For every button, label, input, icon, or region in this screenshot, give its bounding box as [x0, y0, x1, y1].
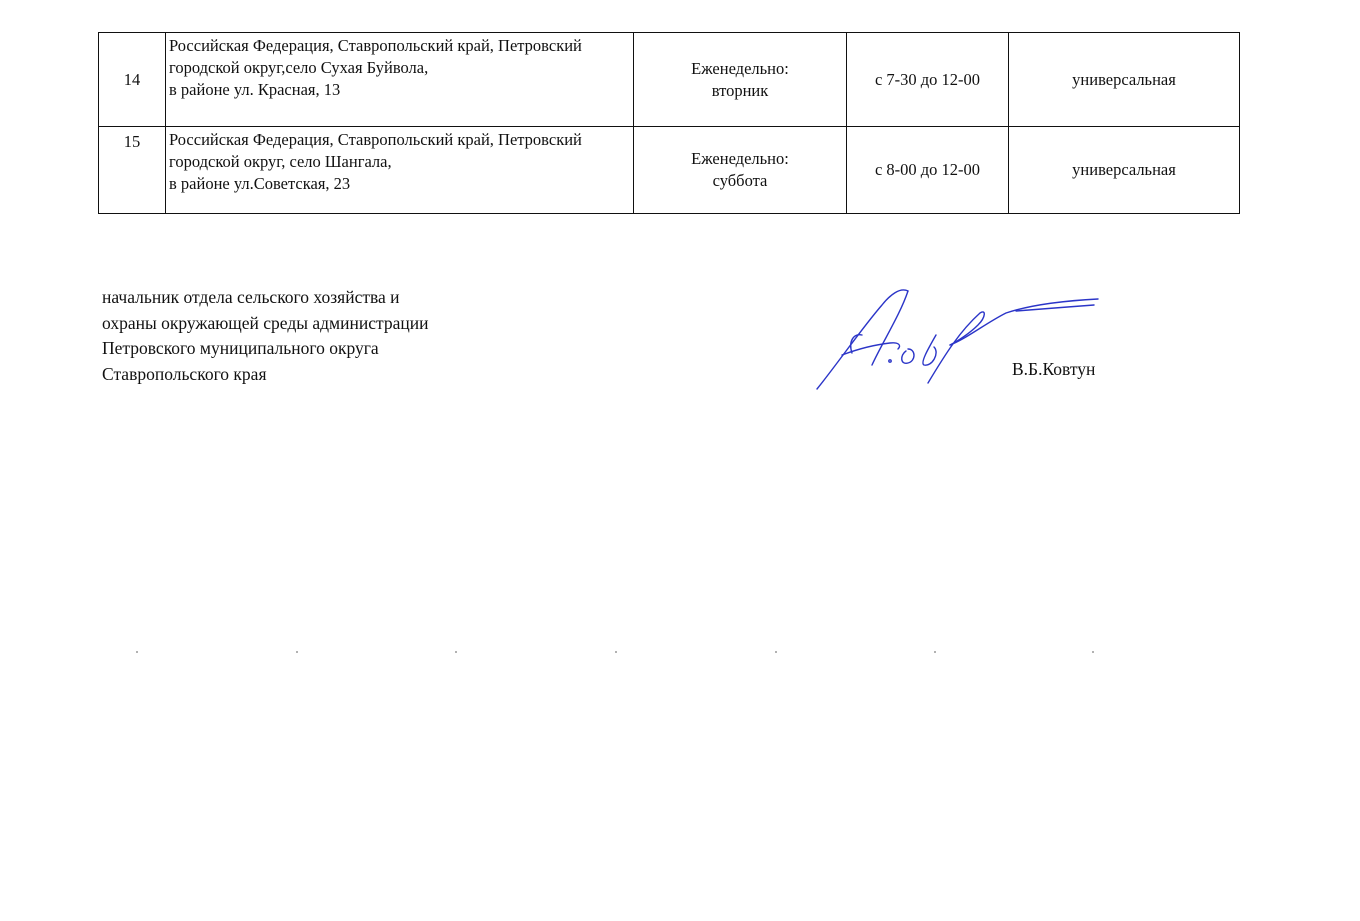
row-number: 14 [99, 33, 166, 127]
hours-cell: с 7-30 до 12-00 [847, 33, 1009, 127]
address-cell [166, 33, 634, 127]
address-line: в районе ул. Красная, 13 [169, 80, 341, 99]
scan-artifact [455, 651, 457, 653]
market-type-cell: универсальная [1009, 127, 1240, 214]
address-cell [166, 127, 634, 214]
address-line: в районе ул.Советская, 23 [169, 174, 351, 193]
scan-artifact [934, 651, 936, 653]
schedule-day: вторник [711, 80, 769, 100]
scan-artifact [615, 651, 617, 653]
signatory-title-line: начальник отдела сельского хозяйства и [102, 287, 400, 307]
scan-artifact [296, 651, 298, 653]
scan-artifact [1092, 651, 1094, 653]
signatory-title-line: Ставропольского края [102, 363, 267, 384]
schedule-day: суббота [712, 171, 768, 190]
schedule-cell [634, 33, 847, 127]
address-line: городской округ,село Сухая Буйвола, [169, 58, 429, 77]
signatory-title-line: охраны окружающей среды администрации [102, 312, 429, 333]
address-line: Российская Федерация, Ставропольский край, Петровский [169, 36, 582, 55]
table-row [99, 33, 1240, 127]
schedule-frequency: Еженедельно: [691, 58, 789, 78]
scan-artifact [775, 651, 777, 653]
market-type-cell: универсальная [1009, 33, 1240, 127]
signatory-title [102, 285, 428, 387]
hours-cell: с 8-00 до 12-00 [847, 127, 1009, 214]
address-line: городской округ, село Шангала, [169, 152, 392, 171]
table-row [99, 127, 1240, 214]
markets-table [98, 32, 1240, 214]
row-number: 15 [99, 127, 166, 214]
scan-artifact [136, 651, 138, 653]
schedule-cell [634, 127, 847, 214]
schedule-frequency: Еженедельно: [691, 149, 789, 168]
signatory-title-line: Петровского муниципального округа [102, 338, 379, 358]
signer-name: В.Б.Ковтун [1012, 359, 1096, 379]
address-line: Российская Федерация, Ставропольский край, Петровский [169, 130, 582, 149]
